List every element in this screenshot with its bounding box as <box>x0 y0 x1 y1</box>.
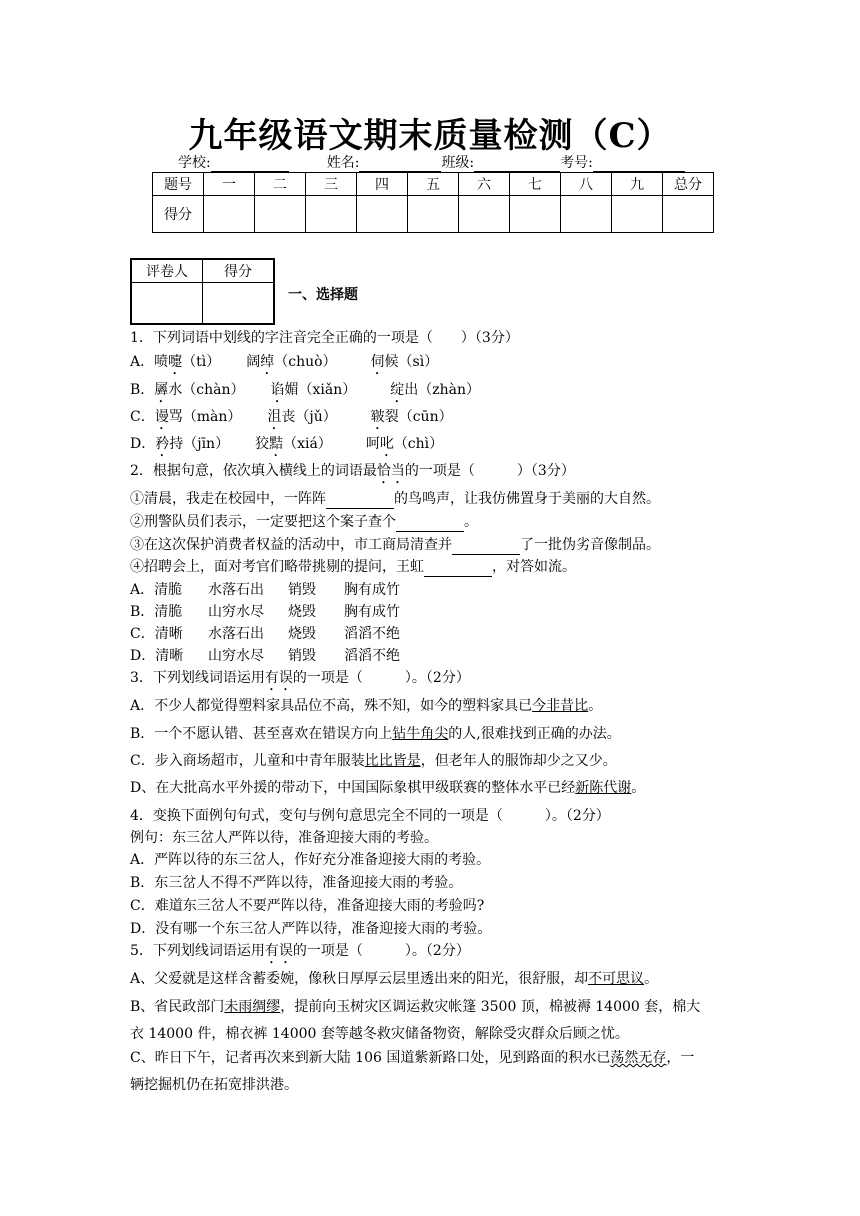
q2-option-d: D．清晰 山穷水尽 销毁 滔滔不绝 <box>130 648 400 664</box>
q3-option-d: D、在大批高水平外援的带动下，中国国际象棋甲级联赛的整体水平已经新陈代谢。 <box>130 780 646 796</box>
score-cell[interactable] <box>306 196 357 233</box>
q2-blank-2[interactable] <box>396 517 464 532</box>
q3-option-a: A．不少人都觉得塑料家具品位不高，殊不知，如今的塑料家具已今非昔比。 <box>130 698 603 714</box>
q2-stem: 2．根据句意，依次填入横线上的词语最恰当的一项是（ ）（3分） <box>130 463 575 479</box>
q1-option-b: B．羼水（chàn） 谄媚（xiǎn） 绽出（zhàn） <box>130 382 481 398</box>
q4-example: 例句：东三岔人严阵以待，准备迎接大雨的考验。 <box>130 830 438 846</box>
grader-score-cell[interactable] <box>203 283 275 325</box>
q3-stem: 3．下列划线词语运用有误的一项是（ ）。（2分） <box>130 670 470 686</box>
score-table <box>152 172 714 233</box>
q5-option-a: A、父爱就是这样含蓄委婉，像秋日厚厚云层里透出来的阳光，很舒服，却不可思议。 <box>130 971 659 987</box>
q2-sentence-4: ④招聘会上，面对考官们略带挑剔的提问，王虹 ，对答如流。 <box>130 559 576 575</box>
score-header-cell: 题号 <box>153 173 204 196</box>
score-cell[interactable] <box>357 196 408 233</box>
class-blank[interactable] <box>474 157 560 172</box>
section-title: 一、选择题 <box>288 287 358 303</box>
q2-option-a: A．清脆 水落石出 销毁 胸有成竹 <box>130 582 400 598</box>
score-header-cell: 五 <box>408 173 459 196</box>
score-cell[interactable] <box>204 196 255 233</box>
score-cell[interactable] <box>663 196 714 233</box>
q5-option-b-line1: B、省民政部门未雨绸缪，提前向玉树灾区调运救灾帐篷 3500 顶，棉被褥 14000 套，棉大 <box>130 999 701 1015</box>
score-header-cell: 二 <box>255 173 306 196</box>
q2-sentence-2: ②刑警队员们表示，一定要把这个案子查个 。 <box>130 514 478 530</box>
q2-sentence-1: ①清晨，我走在校园中，一阵阵 的鸟鸣声，让我仿佛置身于美丽的大自然。 <box>130 491 660 507</box>
q2-blank-3[interactable] <box>452 540 520 555</box>
score-header-cell: 总分 <box>663 173 714 196</box>
school-label: 学校: <box>178 155 211 171</box>
q4-option-a: A．严阵以待的东三岔人，作好充分准备迎接大雨的考验。 <box>130 852 491 868</box>
q1-stem: 1．下列词语中划线的字注音完全正确的一项是（ ）（3分） <box>130 330 519 346</box>
score-header-cell: 六 <box>459 173 510 196</box>
q1-option-c: C．谩骂（màn） 沮丧（jǔ） 皲裂（cūn） <box>130 409 453 425</box>
number-blank[interactable] <box>593 157 685 172</box>
score-cell[interactable] <box>612 196 663 233</box>
score-header-cell: 三 <box>306 173 357 196</box>
q2-sentence-3: ③在这次保护消费者权益的活动中，市工商局清查并 了一批伪劣音像制品。 <box>130 537 660 553</box>
q2-blank-4[interactable] <box>424 562 492 577</box>
score-cell[interactable] <box>459 196 510 233</box>
reviewer-label: 评卷人 <box>131 259 203 283</box>
q3-option-c: C．步入商场超市，儿童和中青年服装比比皆是，但老年人的服饰却少之又少。 <box>130 753 617 769</box>
score-header-row <box>153 173 714 196</box>
q3-option-b: B．一个不愿认错、甚至喜欢在错误方向上钻牛角尖的人,很难找到正确的办法。 <box>130 726 621 742</box>
score-value-row <box>153 196 714 233</box>
school-blank[interactable] <box>211 157 289 172</box>
number-label: 考号: <box>560 155 593 171</box>
q4-option-b: B．东三岔人不得不严阵以待，准备迎接大雨的考验。 <box>130 875 463 891</box>
q5-option-c-line2: 辆挖掘机仍在拓宽排洪港。 <box>130 1077 298 1093</box>
score-cell[interactable] <box>408 196 459 233</box>
q4-option-c: C．难道东三岔人不要严阵以待，准备迎接大雨的考验吗? <box>130 898 485 914</box>
q4-option-d: D．没有哪一个东三岔人严阵以待，准备迎接大雨的考验。 <box>130 921 492 937</box>
score-cell[interactable] <box>255 196 306 233</box>
score-cell[interactable] <box>561 196 612 233</box>
q4-stem: 4．变换下面例句句式，变句与例句意思完全不同的一项是（ ）。（2分） <box>130 808 610 824</box>
grader-score-label: 得分 <box>203 259 275 283</box>
q5-option-b-line2: 衣 14000 件，棉衣裤 14000 套等越冬救灾储备物资，解除受灾群众后顾之忧。 <box>130 1026 629 1042</box>
score-row-label: 得分 <box>153 196 204 233</box>
q1-option-a: A．喷嚏（tì） 阔绰（chuò） 伺候（sì） <box>130 354 439 370</box>
score-cell[interactable] <box>510 196 561 233</box>
score-header-cell: 四 <box>357 173 408 196</box>
score-header-cell: 一 <box>204 173 255 196</box>
q5-stem: 5．下列划线词语运用有误的一项是（ ）。（2分） <box>130 943 470 959</box>
q1-option-d: D．矜持（jīn） 狡黠（xiá） 呵叱（chì） <box>130 436 444 452</box>
grader-table <box>130 258 275 325</box>
score-header-cell: 八 <box>561 173 612 196</box>
reviewer-cell[interactable] <box>131 283 203 325</box>
score-header-cell: 九 <box>612 173 663 196</box>
name-blank[interactable] <box>359 157 441 172</box>
q2-blank-1[interactable] <box>326 494 394 509</box>
student-info-row <box>178 152 685 172</box>
score-header-cell: 七 <box>510 173 561 196</box>
q5-option-c-line1: C、昨日下午，记者再次来到新大陆 106 国道紫新路口处，见到路面的积水已荡然无存，一 <box>130 1050 695 1066</box>
q2-option-b: B．清脆 山穷水尽 烧毁 胸有成竹 <box>130 604 400 620</box>
q2-option-c: C．清晰 水落石出 烧毁 滔滔不绝 <box>130 626 400 642</box>
name-label: 姓名: <box>326 155 360 171</box>
exam-title: 九年级语文期末质量检测（C） <box>188 116 672 156</box>
class-label: 班级: <box>441 155 475 171</box>
